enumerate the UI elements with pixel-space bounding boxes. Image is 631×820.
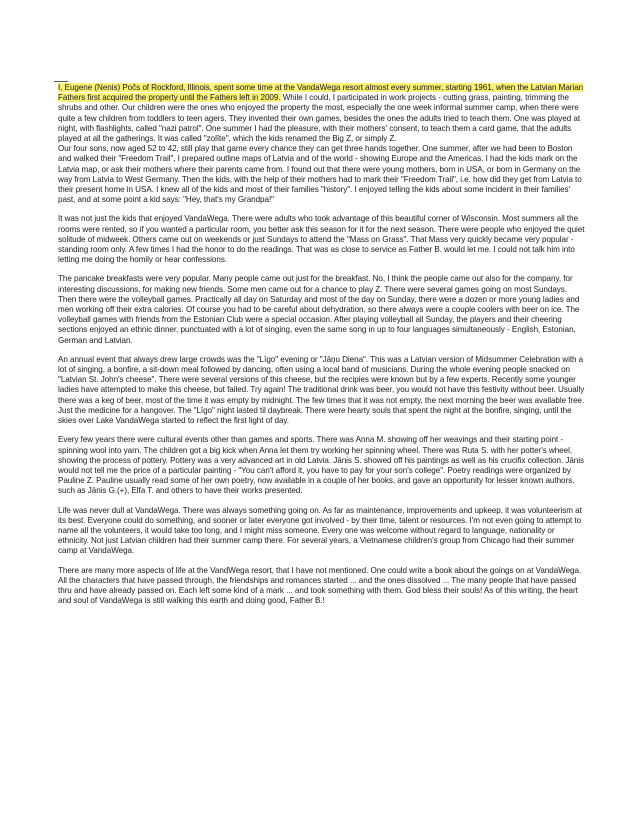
highlighted-text: I, Eugene (Nenis) Počs of Rockford, Illinois, spent some time at the VandaWega resort almost every summer, starting 1961, when the Latvian Marian Fathers first acquired the property until the Fathers left in 2009. bbox=[58, 83, 584, 103]
paragraph-6: Every few years there were cultural events other than games and sports. There was Anna M. showing off her weavings and their starting point - spinning wool into yarn. The children got a big kick when Anna let them try working her spinning wheel. There was Ruta S. with her potter's wheel, showing the process of pottery. Pottery was a very advanced art in old Latvia. Jānis S. showed off his paintings as well as his crucifix collection. Jānis would not tell me the price of a particular painting - "You can't afford it, you have to pay for your son's college". Poetry readings were organized by Pauline Z. Pauline usually read some of her own poetry, now available in a couple of her books, and gave an opportunity for lesser known authors, such as Jānis G.(+), Elfa T. and others to have their works presented. bbox=[58, 435, 585, 496]
document-page bbox=[58, 83, 586, 606]
paragraph-3: It was not just the kids that enjoyed VandaWega. There were adults who took advantage of this beautiful corner of Wisconsin. Most summers all the rooms were rented, so if you wanted a particular room, you better ask this season for it for the next season. There were people who enjoyed the quiet solitude of midweek. Others came out on weekends or just Sundays to attend the "Mass on Grass". That Mass very quickly became very popular - standing room only. A few times I had the honor to do the readings. That was as close to service as Father B. would let me. I could not talk him into letting me doing the homily or hear confessions. bbox=[58, 214, 585, 265]
paragraph-5: An annual event that always drew large crowds was the "Līgo" evening or "Jāņu Diena". This was a Latvian version of Midsummer Celebration with a lot of singing, a bonfire, a sit-down meal followed by dancing, often using a local band of musicians. During the whole evening people snacked on "Latvian St. John's cheese". There were several versions of this cheese, but the recipies were known but by a few experts. Recently some younger ladies have attempted to make this cheese, but failed. Try again! The traditional drink was beer, you would not have this festivity without beer. Usually there was a keg of beer, most of the time it was empty by midnight. The few times that it was not empty, the next morning the beer was available free. Just the medicine for a hangover. The "Līgo" night lasted til daybreak. There were hearty souls that spent the night at the bonfire, singing, until the skies over Lake VandaWega started to reflect the first light of day. bbox=[58, 354, 585, 426]
paragraph-2: Our four sons, now aged 52 to 42, still play that game every chance they can get three hands together. One summer, after we had been to Boston and walked their "Freedom Trail", I prepared outline maps of Latvia and of the world - showing Europe and the Americas. I had the kids mark on the Latvia map, or ask their mothers where their parents came from. I found out that there were young mothers, born in USA, or born in Germany on the way from Latvia to West Germany. Then the kids, with the help of their mothers had to mark their "Freedom Trail", i.e. how did they get from Latvia to their present home in USA. I knew all of the kids and most of their families "history". I enjoyed telling the kids about some incident in their families' past, and at some point a kid says: "Hey, that's my Grandpa!" bbox=[58, 144, 582, 205]
paragraph-text: While I could, I participated in work projects - cutting grass, painting, trimming the shrubs and other. Our children were the ones who enjoyed the property the most, especially the one week informal summer camp, when there were quite a few children from toddlers to teen agers. They invented their own games, besides the ones the adults tried to teach them. One was played at night, with flashlights, called "nazi patrol". One summer I had the pleasure, with their mothers' consent, to teach them a card game, that the adults played at all the gatherings. It was called "zolīte", which the kids renamed the Big Z, or simply Z. bbox=[58, 93, 581, 144]
paragraph-4: The pancake breakfasts were very popular. Many people came out just for the breakfast. No, I think the people came out also for the company, for interesting discussions, for making new friends. Some men came out for a chance to play Z. There were several games going on most Sundays. Then there were the volleyball games. Practically all day on Saturday and most of the day on Sunday, there were a dozen or more young ladies and men working off their extra calories. Of course you had to be careful about dehydration, so there always were a couple coolers with beer on ice. The volleyball games with friends from the Estonian Club were a special occasion. After playing volleyball all Sunday, the players and their cheering sections enjoyed an ethnic dinner, punctuated with a lot of singing, even the same song in up to four languages simultaneously - English, Estonian, German and Latvian. bbox=[58, 274, 580, 345]
margin-mark bbox=[54, 81, 68, 82]
paragraph-1 bbox=[58, 83, 586, 144]
paragraph-8: There are many more aspects of life at the VandWega resort, that I have not mentioned. One could write a book about the goings on at VandaWega. All the characters that have passed through, the friendships and romances started ... and the ones dissolved ... The many people that have passed thru and have already passed on. Each left some kind of a mark ... and took something with them. God bless their souls! As of this writing, the heart and soul of VandaWega is still walking this earth and doing good, Father B.! bbox=[58, 565, 582, 606]
paragraph-7: Life was never dull at VandaWega. There was always something going on. As far as maintenance, improvements and upkeep, it was volunteerism at its best. Everyone could do something, and sooner or later everyone got involved - by their time, talent or resources. I'm not even going to attempt to name all the volunteers, it would take too long, and I might miss someone. Every one was welcome without regard to language, nationality or ethnicity. Not just Latvian children had their summer camp there. For several years, a Vietnamese children's group from Chicago had their summer camp at VandaWega. bbox=[58, 505, 582, 556]
